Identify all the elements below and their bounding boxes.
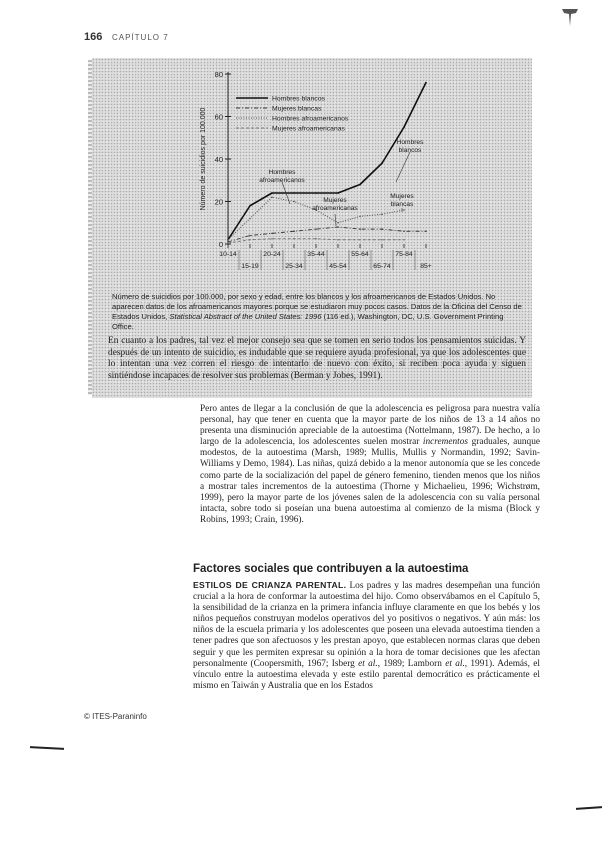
data-point: [337, 226, 339, 228]
y-tick-label: 40: [214, 155, 223, 164]
x-tick-label: 45-54: [329, 263, 347, 270]
x-tick-label: 55-64: [351, 251, 369, 258]
data-point: [381, 239, 383, 241]
chart-annotation: Mujeres: [323, 197, 347, 204]
suicide-rate-chart: [190, 66, 440, 276]
x-tick-label: 15-19: [241, 263, 259, 270]
x-tick-label: 65-74: [373, 263, 391, 270]
data-point: [227, 239, 229, 241]
figure-caption: Número de suicidios por 100.000, por sexo y edad, entre los blancos y los afroamericanos de Estados Unidos. No aparecen datos de los afroamericanos mayores porque se estudiaron muy pocos casos. Datos de la Oficina del Censo de Estados Unidos, Statistical Abstract of the United States: 1996 (116 ed.), Washington, DC, U.S. Government Printing Office.: [112, 292, 522, 331]
data-point: [403, 126, 405, 128]
box-paragraph: En cuanto a los padres, tal vez el mejor consejo sea que se tomen en serio todos los pensamientos suicidas. Y después de un intento de suicidio, es indudable que se requiere ayuda profesional, ya que los adolescentes que lo intentan una vez corren el riesgo de intentarlo de nuevo con éxito, si reciben poca ayuda y siguen sintiéndose incapaces de resolver sus problemas (Berman y Jobes, 1991).: [108, 336, 526, 381]
legend-entry: Mujeres blancas: [272, 105, 322, 113]
chart-annotation: Mujeres: [390, 193, 414, 200]
data-point: [381, 213, 383, 215]
section-text: Los padres y las madres desempeñan una función crucial a la hora de conformar la autoestima del hijo. Como observábamos en el Capítulo 5, la sensibilidad de la crianza en la primera infancia influye claramente en que los bebés y los niños pequeños construyan modelos operativos del yo positivos o negativos. Y aún más: los niños de la escuela primaria y los adolescentes que poseen una elevada autoestima tienden a tener padres que son afectuosos y les prestan apoyo, que establecen normas claras que deben seguir y que les permiten expresar su opinión a la hora de tomar decisiones que les afectan personalmente (Coopersmith, 1967; Isberg et al., 1989; Lamborn et al., 1991). Además, el vínculo entre la autoestima elevada y este estilo parental democrático es prácticamente el mismo en Taiwán y Australia que en los Estados: [193, 581, 541, 691]
data-point: [359, 228, 361, 230]
x-tick-label: 20-24: [263, 251, 281, 258]
chart-annotation: Hombres: [396, 139, 424, 146]
chart-annotation: afroamericanos: [259, 177, 305, 184]
data-point: [315, 192, 317, 194]
data-point: [403, 209, 405, 211]
legend-entry: Mujeres afroamericanas: [272, 125, 345, 133]
series-line-2: [228, 227, 426, 242]
pushpin-icon: [560, 6, 580, 28]
data-point: [315, 228, 317, 230]
data-point: [293, 192, 295, 194]
data-point: [337, 222, 339, 224]
legend-entry: Hombres blancos: [272, 95, 325, 103]
x-tick-label: 75-84: [395, 251, 413, 258]
data-point: [293, 230, 295, 232]
chart-annotation: blancas: [390, 201, 414, 208]
data-point: [425, 230, 427, 232]
legend-entry: Hombres afroamericanos: [272, 115, 349, 123]
annotation-leader: [335, 214, 336, 226]
data-point: [381, 228, 383, 230]
data-point: [249, 218, 251, 220]
y-tick-label: 60: [214, 112, 223, 122]
x-tick-label: 10-14: [219, 251, 237, 258]
data-point: [359, 184, 361, 186]
data-point: [359, 216, 361, 218]
x-tick-label: 85+: [420, 263, 432, 270]
x-tick-label: 35-44: [307, 251, 325, 258]
margin-mark: [576, 806, 602, 810]
x-tick-label: 25-34: [285, 263, 303, 270]
y-axis-label: Número de suicidios por 100.000: [200, 107, 207, 211]
data-point: [359, 239, 361, 241]
data-point: [315, 238, 317, 240]
data-point: [249, 239, 251, 241]
y-tick-label: 80: [214, 70, 223, 79]
data-point: [337, 239, 339, 241]
section-paragraph: [193, 580, 540, 692]
publisher-footer: © ITES-Paraninfo: [84, 712, 147, 721]
data-point: [293, 238, 295, 240]
data-point: [293, 201, 295, 203]
data-point: [403, 239, 405, 241]
data-point: [271, 238, 273, 240]
data-point: [249, 235, 251, 237]
y-tick-label: 20: [214, 197, 223, 207]
annotation-leader: [396, 152, 410, 182]
series-line-1: [228, 83, 426, 240]
chart-annotation: Hombres: [268, 169, 296, 176]
data-point: [337, 192, 339, 194]
data-point: [425, 82, 427, 84]
data-point: [403, 230, 405, 232]
data-point: [271, 192, 273, 194]
data-point: [227, 242, 229, 244]
chart-annotation: blancos: [398, 147, 422, 154]
section-heading: Factores sociales que contribuyen a la autoestima: [193, 563, 469, 575]
chart-annotation: afroamericanas: [312, 205, 358, 212]
data-point: [381, 162, 383, 164]
chapter-label: CAPÍTULO 7: [112, 33, 169, 42]
margin-mark: [30, 746, 64, 750]
section-lead-in: ESTILOS DE CRIANZA PARENTAL.: [193, 580, 347, 590]
page-number: 166: [84, 31, 103, 43]
body-paragraph: Pero antes de llegar a la conclusión de que la adolescencia es peligrosa para nuestra valía personal, hay que tener en cuenta que la mayor parte de los niños de 13 a 14 años no presenta una disminución apreciable de la autoestima (Nottelmann, 1987). De hecho, a lo largo de la adolescencia, los adolescentes suelen mostrar incrementos graduales, aunque modestos, de la autoestima (Marsh, 1989; Mullis, Mullis y Normandin, 1992; Savin-Williams y Demo, 1984). Las niñas, quizá debido a la menor autonomía que se les concede como parte de la socialización del papel de género femenino, tienden menos que los niños a mostrar tales incrementos de la autoestima (Thorne y Michaelieu, 1996; Wichstrøm, 1999), pero la mayor parte de los jóvenes salen de la adolescencia con su valía personal intacta, sobre todo si poseían una buena autoestima al comienzo de la misma (Block y Robins, 1993; Crain, 1996).: [200, 404, 540, 525]
y-tick-label: 0: [218, 240, 223, 249]
data-point: [249, 205, 251, 207]
data-point: [271, 196, 273, 198]
data-point: [271, 233, 273, 235]
